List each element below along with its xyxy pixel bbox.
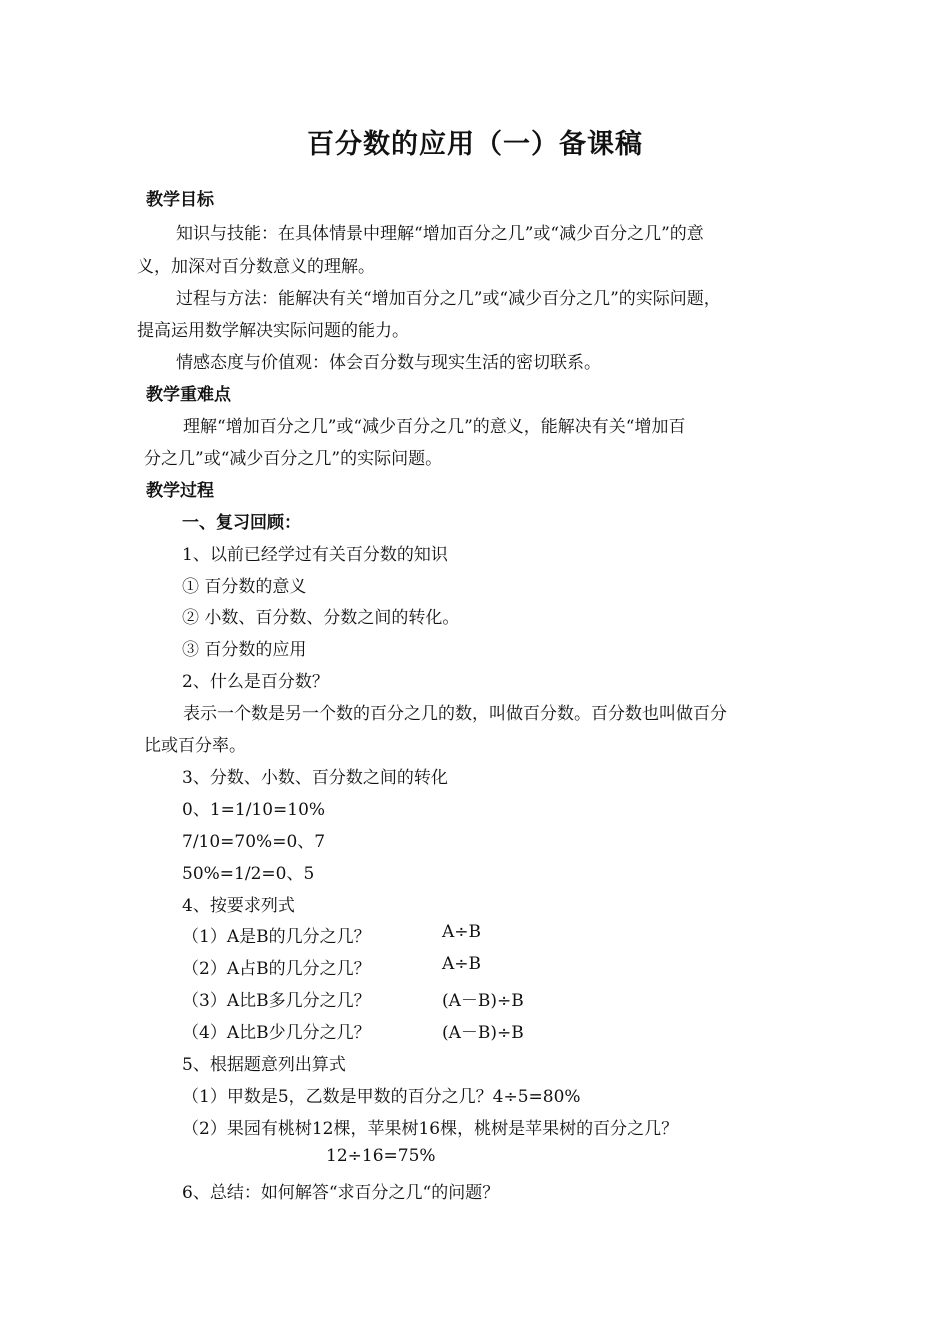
conversion-1: 0、1=1/10=10% [182,800,326,820]
review-item-1b: ② 小数、百分数、分数之间的转化。 [182,608,460,628]
key-points-line1: 理解“增加百分之几”或“减少百分之几”的意义，能解决有关“增加百 [183,417,686,437]
question-2: （2）A占B的几分之几？ [182,959,371,979]
question-3: （3）A比B多几分之几？ [182,991,371,1011]
heading-key-points: 教学重难点 [146,385,231,405]
formula-1: A÷B [442,922,482,942]
formula-3: (A－B)÷B [442,991,524,1011]
problem-2-answer: 12÷16=75% [326,1146,436,1166]
goal-process-line2: 提高运用数学解决实际问题的能力。 [137,321,409,341]
review-item-1c: ③ 百分数的应用 [182,640,307,660]
definition-line1: 表示一个数是另一个数的百分之几的数，叫做百分数。百分数也叫做百分 [183,704,727,724]
section-review-heading: 一、复习回顾： [182,513,301,533]
heading-teaching-goals: 教学目标 [146,190,214,210]
page-title: 百分数的应用（一）备课稿 [307,129,643,160]
review-item-1: 1、以前已经学过有关百分数的知识 [182,545,448,565]
conversion-3: 50%=1/2=0、5 [182,864,315,884]
conversion-2: 7/10=70%=0、7 [182,832,326,852]
review-item-1a: ① 百分数的意义 [182,577,307,597]
formula-2: A÷B [442,954,482,974]
review-item-5: 5、根据题意列出算式 [182,1055,346,1075]
goal-emotion: 情感态度与价值观：体会百分数与现实生活的密切联系。 [176,353,601,373]
goal-knowledge-line1: 知识与技能：在具体情景中理解“增加百分之几”或“减少百分之几”的意 [176,224,704,244]
review-item-4: 4、按要求列式 [182,896,295,916]
heading-teaching-process: 教学过程 [146,481,214,501]
review-item-2: 2、什么是百分数？ [182,672,329,692]
goal-process-line1: 过程与方法：能解决有关“增加百分之几”或“减少百分之几”的实际问题， [176,289,721,309]
definition-line2: 比或百分率。 [144,736,246,756]
problem-1: （1）甲数是5，乙数是甲数的百分之几？4÷5=80% [182,1087,581,1107]
goal-knowledge-line2: 义，加深对百分数意义的理解。 [137,257,375,277]
problem-2: （2）果园有桃树12棵，苹果树16棵，桃树是苹果树的百分之几？ [182,1119,679,1139]
question-4: （4）A比B少几分之几？ [182,1023,371,1043]
formula-4: (A－B)÷B [442,1023,524,1043]
review-item-6: 6、总结：如何解答“求百分之几“的问题？ [182,1183,500,1203]
key-points-line2: 分之几”或“减少百分之几”的实际问题。 [144,449,443,469]
question-1: （1）A是B的几分之几？ [182,927,371,947]
review-item-3: 3、分数、小数、百分数之间的转化 [182,768,448,788]
